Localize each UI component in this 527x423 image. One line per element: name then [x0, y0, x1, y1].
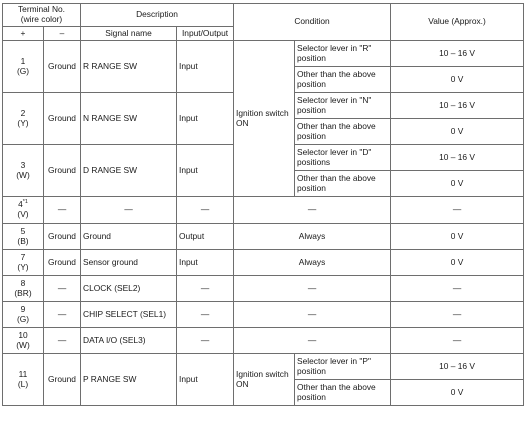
wire-color-label: (wire color)	[20, 14, 63, 24]
subcondition-cell: Selector lever in "R" position	[295, 41, 391, 67]
table-row	[3, 224, 524, 250]
subcondition-cell: Selector lever in "N" position	[295, 93, 391, 119]
table-row	[3, 302, 524, 328]
terminal-cell: 3 (W)	[3, 145, 44, 197]
condition-cell: Ignition switch ON	[234, 41, 295, 197]
io-cell: Output	[177, 224, 234, 250]
io-cell: —	[177, 302, 234, 328]
minus-cell: —	[44, 328, 81, 354]
minus-cell: Ground	[44, 250, 81, 276]
value-cell: —	[391, 302, 524, 328]
minus-cell: —	[44, 302, 81, 328]
terminal-cell: 10 (W)	[3, 328, 44, 354]
minus-cell: Ground	[44, 93, 81, 145]
value-cell: 10 – 16 V	[391, 354, 524, 380]
value-cell: 10 – 16 V	[391, 145, 524, 171]
table-row	[3, 41, 524, 67]
condition-cell: Always	[234, 250, 391, 276]
condition-cell: —	[234, 276, 391, 302]
io-cell: Input	[177, 250, 234, 276]
terminal-cell: 2 (Y)	[3, 93, 44, 145]
terminal-header	[3, 4, 81, 27]
value-cell: 0 V	[391, 380, 524, 406]
value-cell: 10 – 16 V	[391, 93, 524, 119]
table-row	[3, 354, 524, 380]
minus-cell: Ground	[44, 224, 81, 250]
signal-cell: CLOCK (SEL2)	[81, 276, 177, 302]
plus-header: +	[3, 27, 44, 41]
io-cell: Input	[177, 145, 234, 197]
io-cell: Input	[177, 354, 234, 406]
io-cell: Input	[177, 93, 234, 145]
io-cell: —	[177, 197, 234, 224]
signal-cell: R RANGE SW	[81, 41, 177, 93]
value-header: Value (Approx.)	[391, 4, 524, 41]
condition-cell: —	[234, 328, 391, 354]
io-cell: Input	[177, 41, 234, 93]
terminal-cell: 11 (L)	[3, 354, 44, 406]
value-cell: 0 V	[391, 119, 524, 145]
terminal-no-label: Terminal No.	[18, 4, 66, 15]
subcondition-cell: Other than the above position	[295, 119, 391, 145]
signal-cell: N RANGE SW	[81, 93, 177, 145]
signal-cell: Ground	[81, 224, 177, 250]
minus-cell: Ground	[44, 41, 81, 93]
minus-header: –	[44, 27, 81, 41]
table-row	[3, 197, 524, 224]
table-row	[3, 276, 524, 302]
condition-header: Condition	[234, 4, 391, 41]
terminal-cell: 4$^{*1}$ (V)	[3, 197, 44, 224]
value-cell: —	[391, 328, 524, 354]
value-cell: 10 – 16 V	[391, 41, 524, 67]
subcondition-cell: Selector lever in "D" positions	[295, 145, 391, 171]
table-row	[3, 250, 524, 276]
io-cell: —	[177, 328, 234, 354]
signal-cell: Sensor ground	[81, 250, 177, 276]
minus-cell: Ground	[44, 145, 81, 197]
minus-cell: —	[44, 197, 81, 224]
value-cell: 0 V	[391, 67, 524, 93]
terminal-cell: 8 (BR)	[3, 276, 44, 302]
signal-cell: D RANGE SW	[81, 145, 177, 197]
terminal-cell: 9 (G)	[3, 302, 44, 328]
value-cell: 0 V	[391, 171, 524, 197]
terminal-spec-table	[2, 3, 524, 406]
signal-cell: DATA I/O (SEL3)	[81, 328, 177, 354]
io-cell: —	[177, 276, 234, 302]
subcondition-cell: Other than the above position	[295, 380, 391, 406]
condition-cell: Ignition switch ON	[234, 354, 295, 406]
subcondition-cell: Other than the above position	[295, 171, 391, 197]
value-cell: 0 V	[391, 250, 524, 276]
value-cell: —	[391, 197, 524, 224]
table-row	[3, 328, 524, 354]
condition-cell: —	[234, 302, 391, 328]
value-cell: —	[391, 276, 524, 302]
description-header: Description	[81, 4, 234, 27]
value-cell: 0 V	[391, 224, 524, 250]
signal-name-header: Signal name	[81, 27, 177, 41]
terminal-cell: 1 (G)	[3, 41, 44, 93]
terminal-cell: 5 (B)	[3, 224, 44, 250]
minus-cell: Ground	[44, 354, 81, 406]
minus-cell: —	[44, 276, 81, 302]
subcondition-cell: Other than the above position	[295, 67, 391, 93]
condition-cell: —	[234, 197, 391, 224]
terminal-cell: 7 (Y)	[3, 250, 44, 276]
signal-cell: P RANGE SW	[81, 354, 177, 406]
input-output-header: Input/Output	[177, 27, 234, 41]
signal-cell: CHIP SELECT (SEL1)	[81, 302, 177, 328]
condition-cell: Always	[234, 224, 391, 250]
signal-cell: —	[81, 197, 177, 224]
subcondition-cell: Selector lever in "P" position	[295, 354, 391, 380]
